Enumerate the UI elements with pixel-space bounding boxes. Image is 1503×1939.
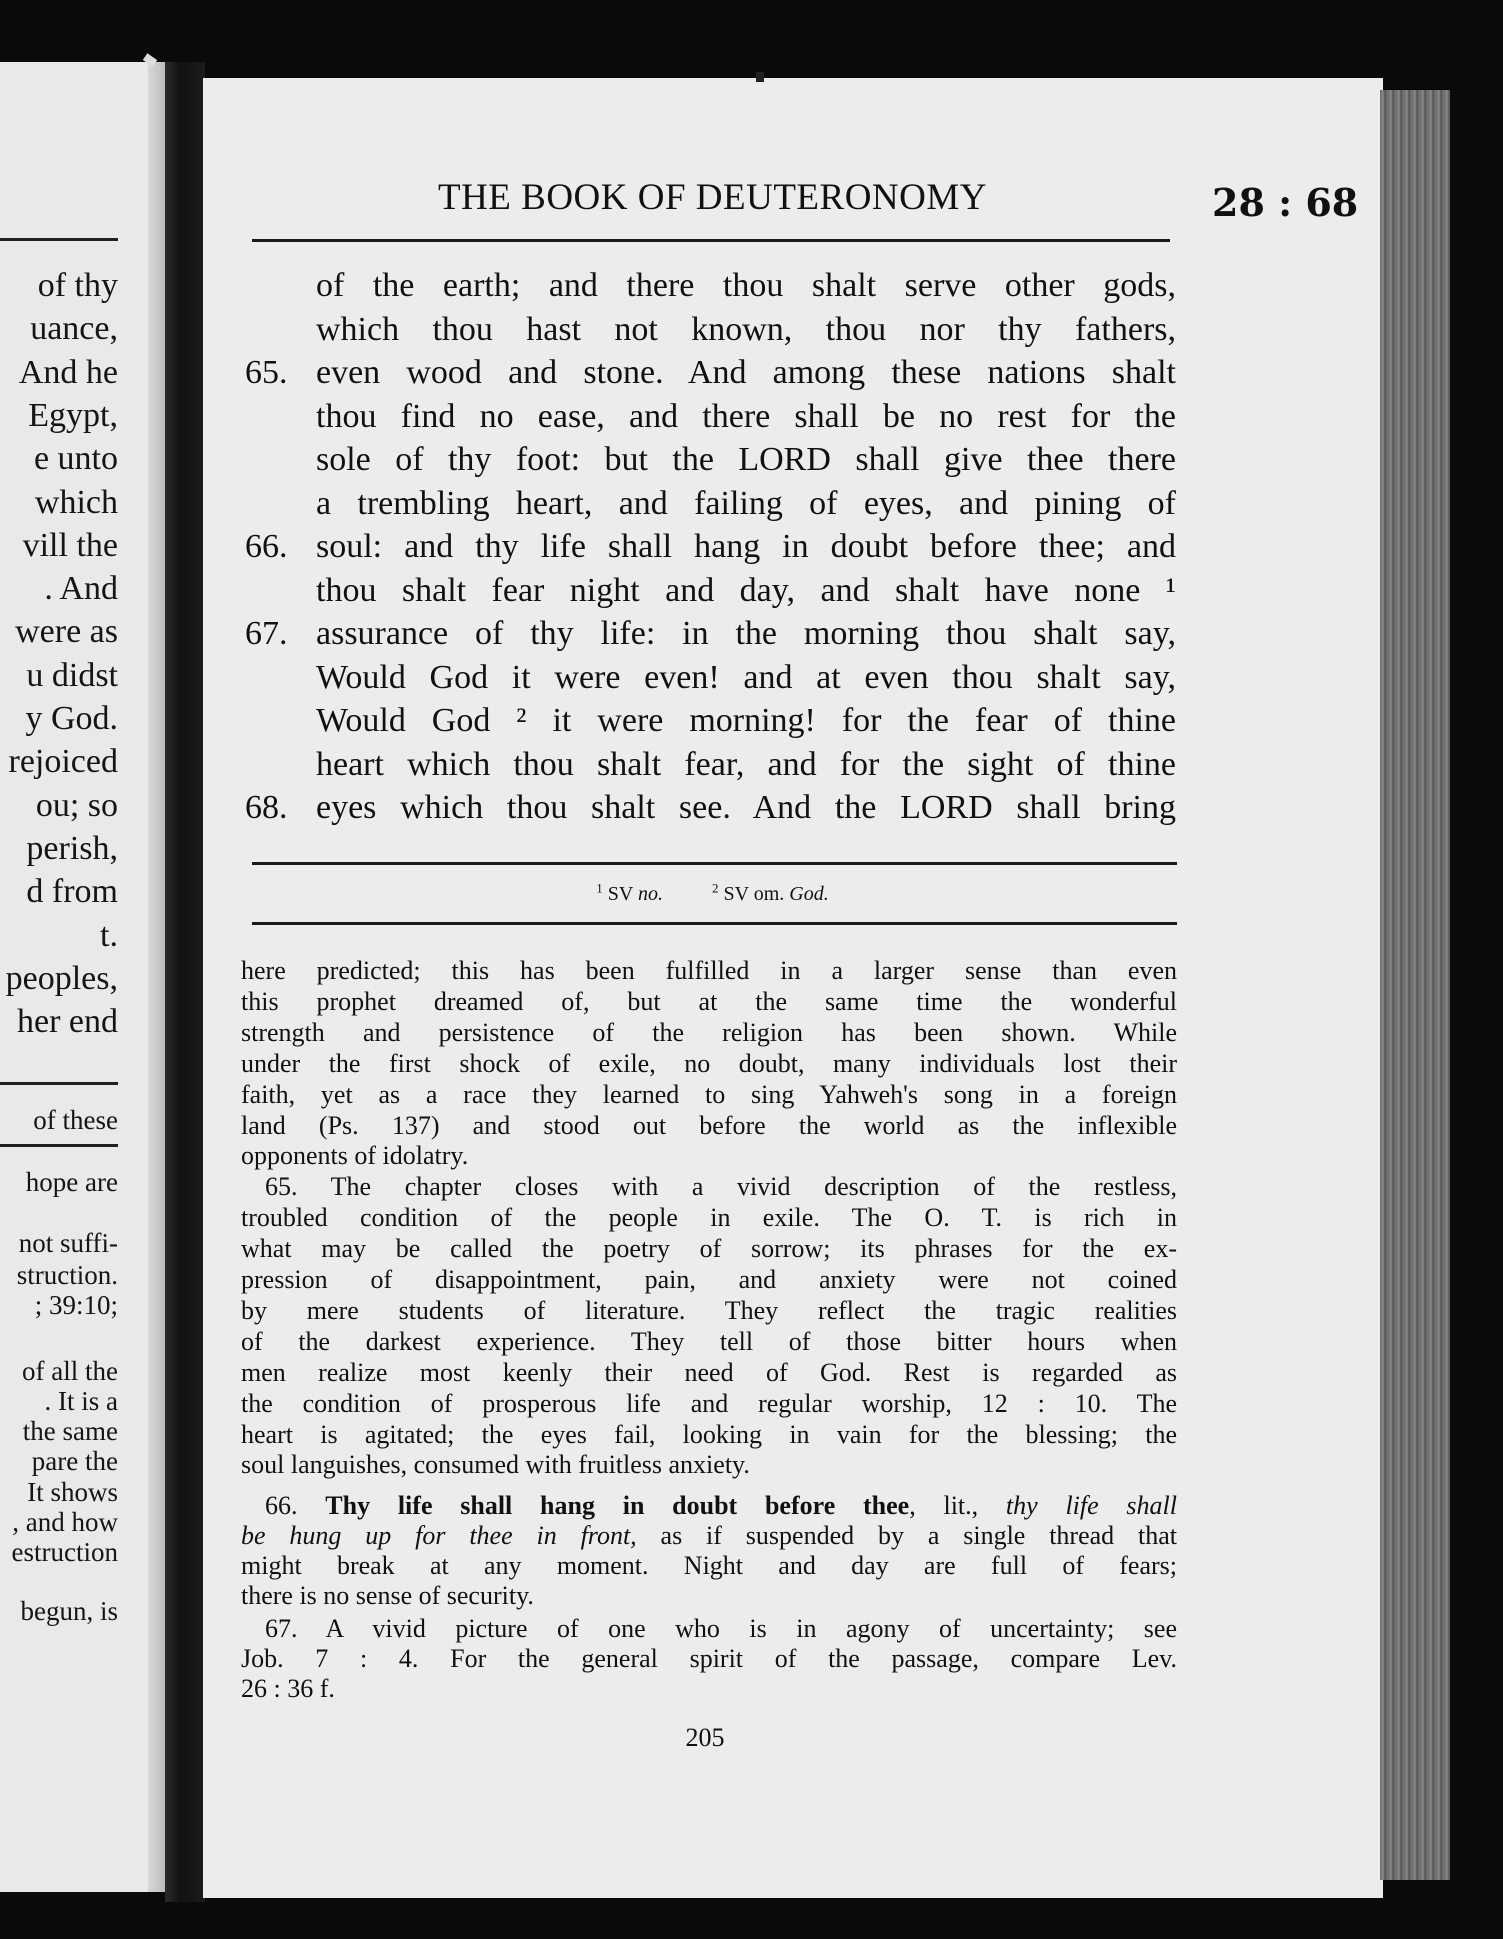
left-page-line: vill the [22, 526, 118, 564]
left-page-line: which [34, 483, 118, 521]
left-page-commentary-line: of these [33, 1105, 118, 1135]
left-page-edge [148, 62, 165, 1892]
commentary-66-line-1: 66. Thy life shall hang in doubt before thee, lit., thy life shall [265, 1491, 1177, 1520]
verse-line: thou shalt fear night and day, and shalt have none ¹ [316, 571, 1176, 609]
left-page-rule [0, 1082, 118, 1085]
left-page-rule [0, 1144, 118, 1147]
verse-line: which thou hast not known, thou nor thy fathers, [316, 310, 1176, 348]
verse-number: 66. [245, 528, 288, 565]
left-page-commentary-line: the same [22, 1416, 118, 1446]
left-page-line: peoples, [5, 959, 118, 997]
running-head: THE BOOK OF DEUTERONOMY [437, 177, 987, 218]
left-page-commentary-line: not suffi- [18, 1228, 118, 1258]
commentary-line: opponents of idolatry. [241, 1141, 469, 1171]
commentary-line: soul languishes, consumed with fruitless anxiety. [241, 1450, 750, 1480]
footnote-1: $^1$ SV no. [596, 880, 663, 905]
verse-line: sole of thy foot: but the LORD shall give thee there [316, 441, 1176, 478]
verse-line: assurance of thy life: in the morning thou shalt say, [316, 615, 1176, 652]
scan-mark [756, 72, 764, 82]
footnote-2: $^2$ SV om. God. [712, 880, 829, 905]
header-rule [252, 239, 1170, 242]
verse-line: of the earth; and there thou shalt serve other gods, [316, 267, 1176, 304]
commentary-line: what may be called the poetry of sorrow; its phrases for the ex- [241, 1234, 1177, 1264]
left-page-line: e unto [33, 440, 118, 478]
left-page-commentary-line: pare the [31, 1446, 118, 1476]
commentary-line: faith, yet as a race they learned to sing Yahweh's song in a foreign [241, 1079, 1177, 1109]
left-page-commentary-line: . It is a [44, 1386, 118, 1416]
commentary-line: men realize most keenly their need of God. Rest is regarded as [241, 1357, 1177, 1387]
left-page-commentary-line: estruction [11, 1537, 118, 1567]
verse-line: thou find no ease, and there shall be no rest for the [316, 397, 1176, 435]
left-page-line: u didst [26, 656, 118, 694]
left-page-line: t. [100, 916, 118, 954]
left-page-commentary-line: of all the [22, 1356, 118, 1386]
commentary-66-line-3: might break at any moment. Night and day are full of fears; [241, 1551, 1177, 1580]
verse-number: 65. [245, 354, 288, 391]
commentary-line: 65. The chapter closes with a vivid description of the restless, [265, 1172, 1177, 1202]
left-page-commentary-line: struction. [16, 1260, 118, 1290]
commentary-line: pression of disappointment, pain, and anxiety were not coined [241, 1265, 1177, 1294]
commentary-67-line: 26 : 36 f. [241, 1674, 335, 1703]
left-page-line: perish, [26, 829, 118, 867]
commentary-line: of the darkest experience. They tell of those bitter hours when [241, 1326, 1177, 1356]
commentary-line: this prophet dreamed of, but at the same time the wonderful [241, 986, 1177, 1016]
commentary-67-line: 67. A vivid picture of one who is in agony of uncertainty; see [265, 1614, 1177, 1643]
commentary-line: troubled condition of the people in exile. The O. T. is rich in [241, 1203, 1177, 1233]
left-page-commentary-line: It shows [27, 1477, 118, 1507]
left-page-line: . And [44, 570, 118, 608]
left-page-commentary-line: ; 39:10; [34, 1290, 118, 1320]
commentary-line: the condition of prosperous life and regular worship, 12 : 10. The [241, 1388, 1177, 1418]
verse-line: Would God it were even! and at even thou shalt say, [316, 658, 1176, 696]
commentary-line: under the first shock of exile, no doubt, many individuals lost their [241, 1048, 1177, 1078]
verse-line: Would God ² it were morning! for the fear of thine [316, 702, 1176, 739]
chapter-verse-reference: 28 : 68 [1212, 180, 1359, 225]
left-page-line: d from [26, 873, 118, 911]
footnotes [250, 880, 1175, 906]
footnote-rule-bottom [252, 922, 1177, 925]
commentary-line: here predicted; this has been fulfilled in a larger sense than even [241, 956, 1177, 985]
commentary-line: land (Ps. 137) and stood out before the world as the inflexible [241, 1110, 1177, 1140]
page-edges [1380, 90, 1450, 1880]
left-page-line: uance, [30, 310, 118, 348]
left-page-line: rejoiced [8, 743, 118, 781]
left-page-commentary-line: , and how [12, 1507, 118, 1537]
left-page-line: ou; so [35, 786, 118, 824]
verse-line: a trembling heart, and failing of eyes, and pining of [316, 484, 1176, 522]
commentary-67-line: Job. 7 : 4. For the general spirit of the passage, compare Lev. [241, 1644, 1177, 1673]
verse-line: even wood and stone. And among these nations shalt [316, 354, 1176, 391]
left-page-commentary-line: hope are [25, 1167, 118, 1197]
verse-line: heart which thou shalt fear, and for the sight of thine [316, 745, 1176, 783]
footnote-rule-top [252, 862, 1177, 865]
commentary-66-line-4: there is no sense of security. [241, 1581, 534, 1610]
left-page-fragment [0, 62, 165, 1892]
verse-line: eyes which thou shalt see. And the LORD shall bring [316, 789, 1176, 826]
left-page-line: And he [18, 353, 118, 391]
commentary-66-line-2: be hung up for thee in front, as if suspended by a single thread that [241, 1521, 1177, 1550]
left-page-line: her end [16, 1003, 118, 1041]
page-number: 205 [685, 1723, 725, 1752]
book-gutter [165, 62, 205, 1902]
verse-line: soul: and thy life shall hang in doubt before thee; and [316, 528, 1176, 565]
verse-number: 67. [245, 615, 288, 652]
left-page-line: Egypt, [28, 396, 118, 434]
left-page-line: were as [15, 613, 118, 651]
commentary-line: strength and persistence of the religion has been shown. While [241, 1017, 1177, 1047]
left-page-rule [0, 238, 118, 241]
left-page-line: y God. [25, 700, 118, 737]
left-page-line: of thy [37, 267, 118, 304]
commentary-line: heart is agitated; the eyes fail, looking in vain for the blessing; the [241, 1419, 1177, 1449]
left-page-commentary-line: begun, is [20, 1596, 118, 1626]
commentary-line: by mere students of literature. They reflect the tragic realities [241, 1295, 1177, 1325]
verse-number: 68. [245, 789, 288, 826]
